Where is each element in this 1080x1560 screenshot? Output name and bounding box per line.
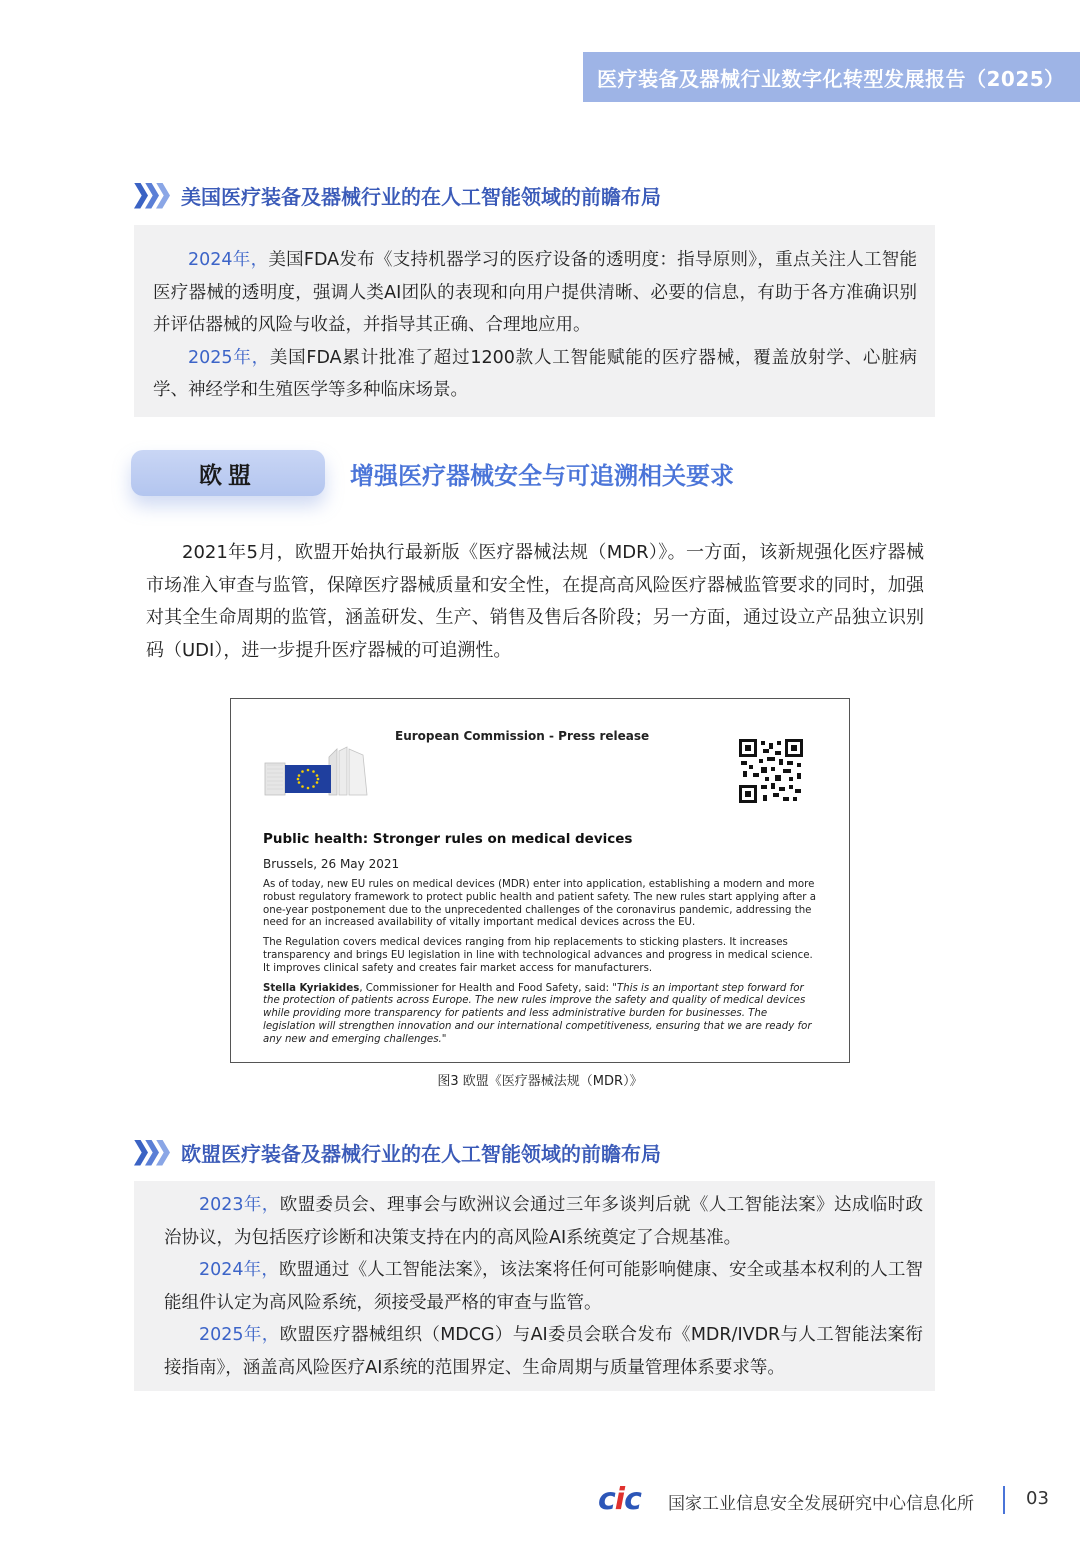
us-item-2025 bbox=[153, 342, 917, 407]
press-paragraph-1: As of today, new EU rules on medical devices (MDR) enter into application, establishing a modern and more robust regulatory framework to protect public health and patient safety. The new rules start applying after a one-year postponement due to the unprecedented challenges of the coronavirus pandemic, addressing the need for an increased availability of vitally important medical devices across the EU. bbox=[263, 879, 816, 929]
year-label: 2025年， bbox=[188, 347, 270, 368]
us-section-header bbox=[134, 181, 661, 210]
us-info-box bbox=[134, 225, 935, 417]
press-release-title: Public health: Stronger rules on medical devices bbox=[263, 831, 633, 847]
chevron-triple-icon bbox=[134, 1140, 167, 1166]
eu-section-header bbox=[134, 1138, 661, 1167]
item-text: 美国FDA累计批准了超过1200款人工智能赋能的医疗器械，覆盖放射学、心脏病学、神经学和生殖医学等多种临床场景。 bbox=[153, 347, 917, 400]
eu-heading: 增强医疗器械安全与可追溯相关要求 bbox=[350, 462, 734, 490]
item-text: 美国FDA发布《支持机器学习的医疗设备的透明度：指导原则》，重点关注人工智能医疗器械的透明度，强调人类AI团队的表现和向用户提供清晰、必要的信息，有助于各方准确识别并评估器械的风险与收益，并指导其正确、合理地应用。 bbox=[153, 250, 917, 335]
qr-code bbox=[739, 739, 803, 803]
press-paragraph-2: The Regulation covers medical devices ranging from hip replacements to sticking plasters. It increases transparency and brings EU legislation in line with technological advances and progress in medical science. It improves clinical safety and creates fair market access for manufacturers. bbox=[263, 937, 813, 974]
item-text: 欧盟医疗器械组织（MDCG）与AI委员会联合发布《MDR/IVDR与人工智能法案衔接指南》，涵盖高风险医疗AI系统的范围界定、生命周期与质量管理体系要求等。 bbox=[164, 1325, 923, 1378]
eu-item-2025 bbox=[164, 1319, 923, 1384]
cic-logo: cic bbox=[598, 1482, 641, 1517]
press-release-header: European Commission - Press release bbox=[395, 729, 650, 743]
page-number: 03 bbox=[1026, 1488, 1049, 1509]
press-paragraph-3 bbox=[263, 983, 818, 1047]
eu-item-2024 bbox=[164, 1254, 923, 1319]
press-release-body bbox=[263, 879, 818, 1054]
year-label: 2024年， bbox=[188, 250, 269, 270]
chevron-triple-icon bbox=[134, 183, 167, 209]
eu-flag-logo bbox=[263, 745, 371, 797]
figure-caption: 图3 欧盟《医疗器械法规（MDR）》 bbox=[437, 1074, 643, 1089]
report-title-bar bbox=[583, 52, 1080, 102]
year-label: 2025年， bbox=[199, 1325, 280, 1345]
us-section-title: 美国医疗装备及器械行业的在人工智能领域的前瞻布局 bbox=[181, 185, 661, 209]
year-label: 2023年， bbox=[199, 1195, 280, 1215]
us-item-2024 bbox=[153, 244, 917, 342]
speaker-quote: "This is an important step forward for the protection of patients across Europe. The new rules improve the safety and quality of medical devices while providing more transparency for patients and less administrative burden for businesses. The legislation will strengthen innovation and our international competitiveness, ensuring that we are ready for any new and emerging challenges." bbox=[263, 982, 812, 1045]
year-label: 2024年， bbox=[199, 1260, 279, 1280]
speaker-name: Stella Kyriakides bbox=[263, 982, 360, 994]
eu-info-box bbox=[134, 1181, 935, 1391]
eu-section-title: 欧盟医疗装备及器械行业的在人工智能领域的前瞻布局 bbox=[181, 1142, 661, 1166]
speaker-role: , Commissioner for Health and Food Safety, said: bbox=[359, 982, 613, 994]
footer-organization: 国家工业信息安全发展研究中心信息化所 bbox=[668, 1494, 974, 1514]
press-release-image bbox=[230, 698, 850, 1063]
report-title: 医疗装备及器械行业数字化转型发展报告（2025） bbox=[597, 66, 1065, 91]
eu-paragraph: 2021年5月，欧盟开始执行最新版《医疗器械法规（MDR）》。一方面，该新规强化医疗器械市场准入审查与监管，保障医疗器械质量和安全性，在提高高风险医疗器械监管要求的同时，加强对其全生命周期的监管，涵盖研发、生产、销售及售后各阶段；另一方面，通过设立产品独立识别码（UDI），进一步提升医疗器械的可追溯性。 bbox=[146, 542, 924, 661]
footer-divider bbox=[1003, 1486, 1005, 1514]
eu-paragraph-block bbox=[146, 537, 924, 667]
eu-tag: 欧盟 bbox=[131, 450, 325, 496]
press-release-date: Brussels, 26 May 2021 bbox=[263, 857, 400, 871]
eu-item-2023 bbox=[164, 1189, 923, 1254]
item-text: 欧盟委员会、理事会与欧洲议会通过三年多谈判后就《人工智能法案》达成临时政治协议，为包括医疗诊断和决策支持在内的高风险AI系统奠定了合规基准。 bbox=[164, 1195, 923, 1248]
item-text: 欧盟通过《人工智能法案》，该法案将任何可能影响健康、安全或基本权利的人工智能组件认定为高风险系统，须接受最严格的审查与监管。 bbox=[164, 1260, 923, 1313]
